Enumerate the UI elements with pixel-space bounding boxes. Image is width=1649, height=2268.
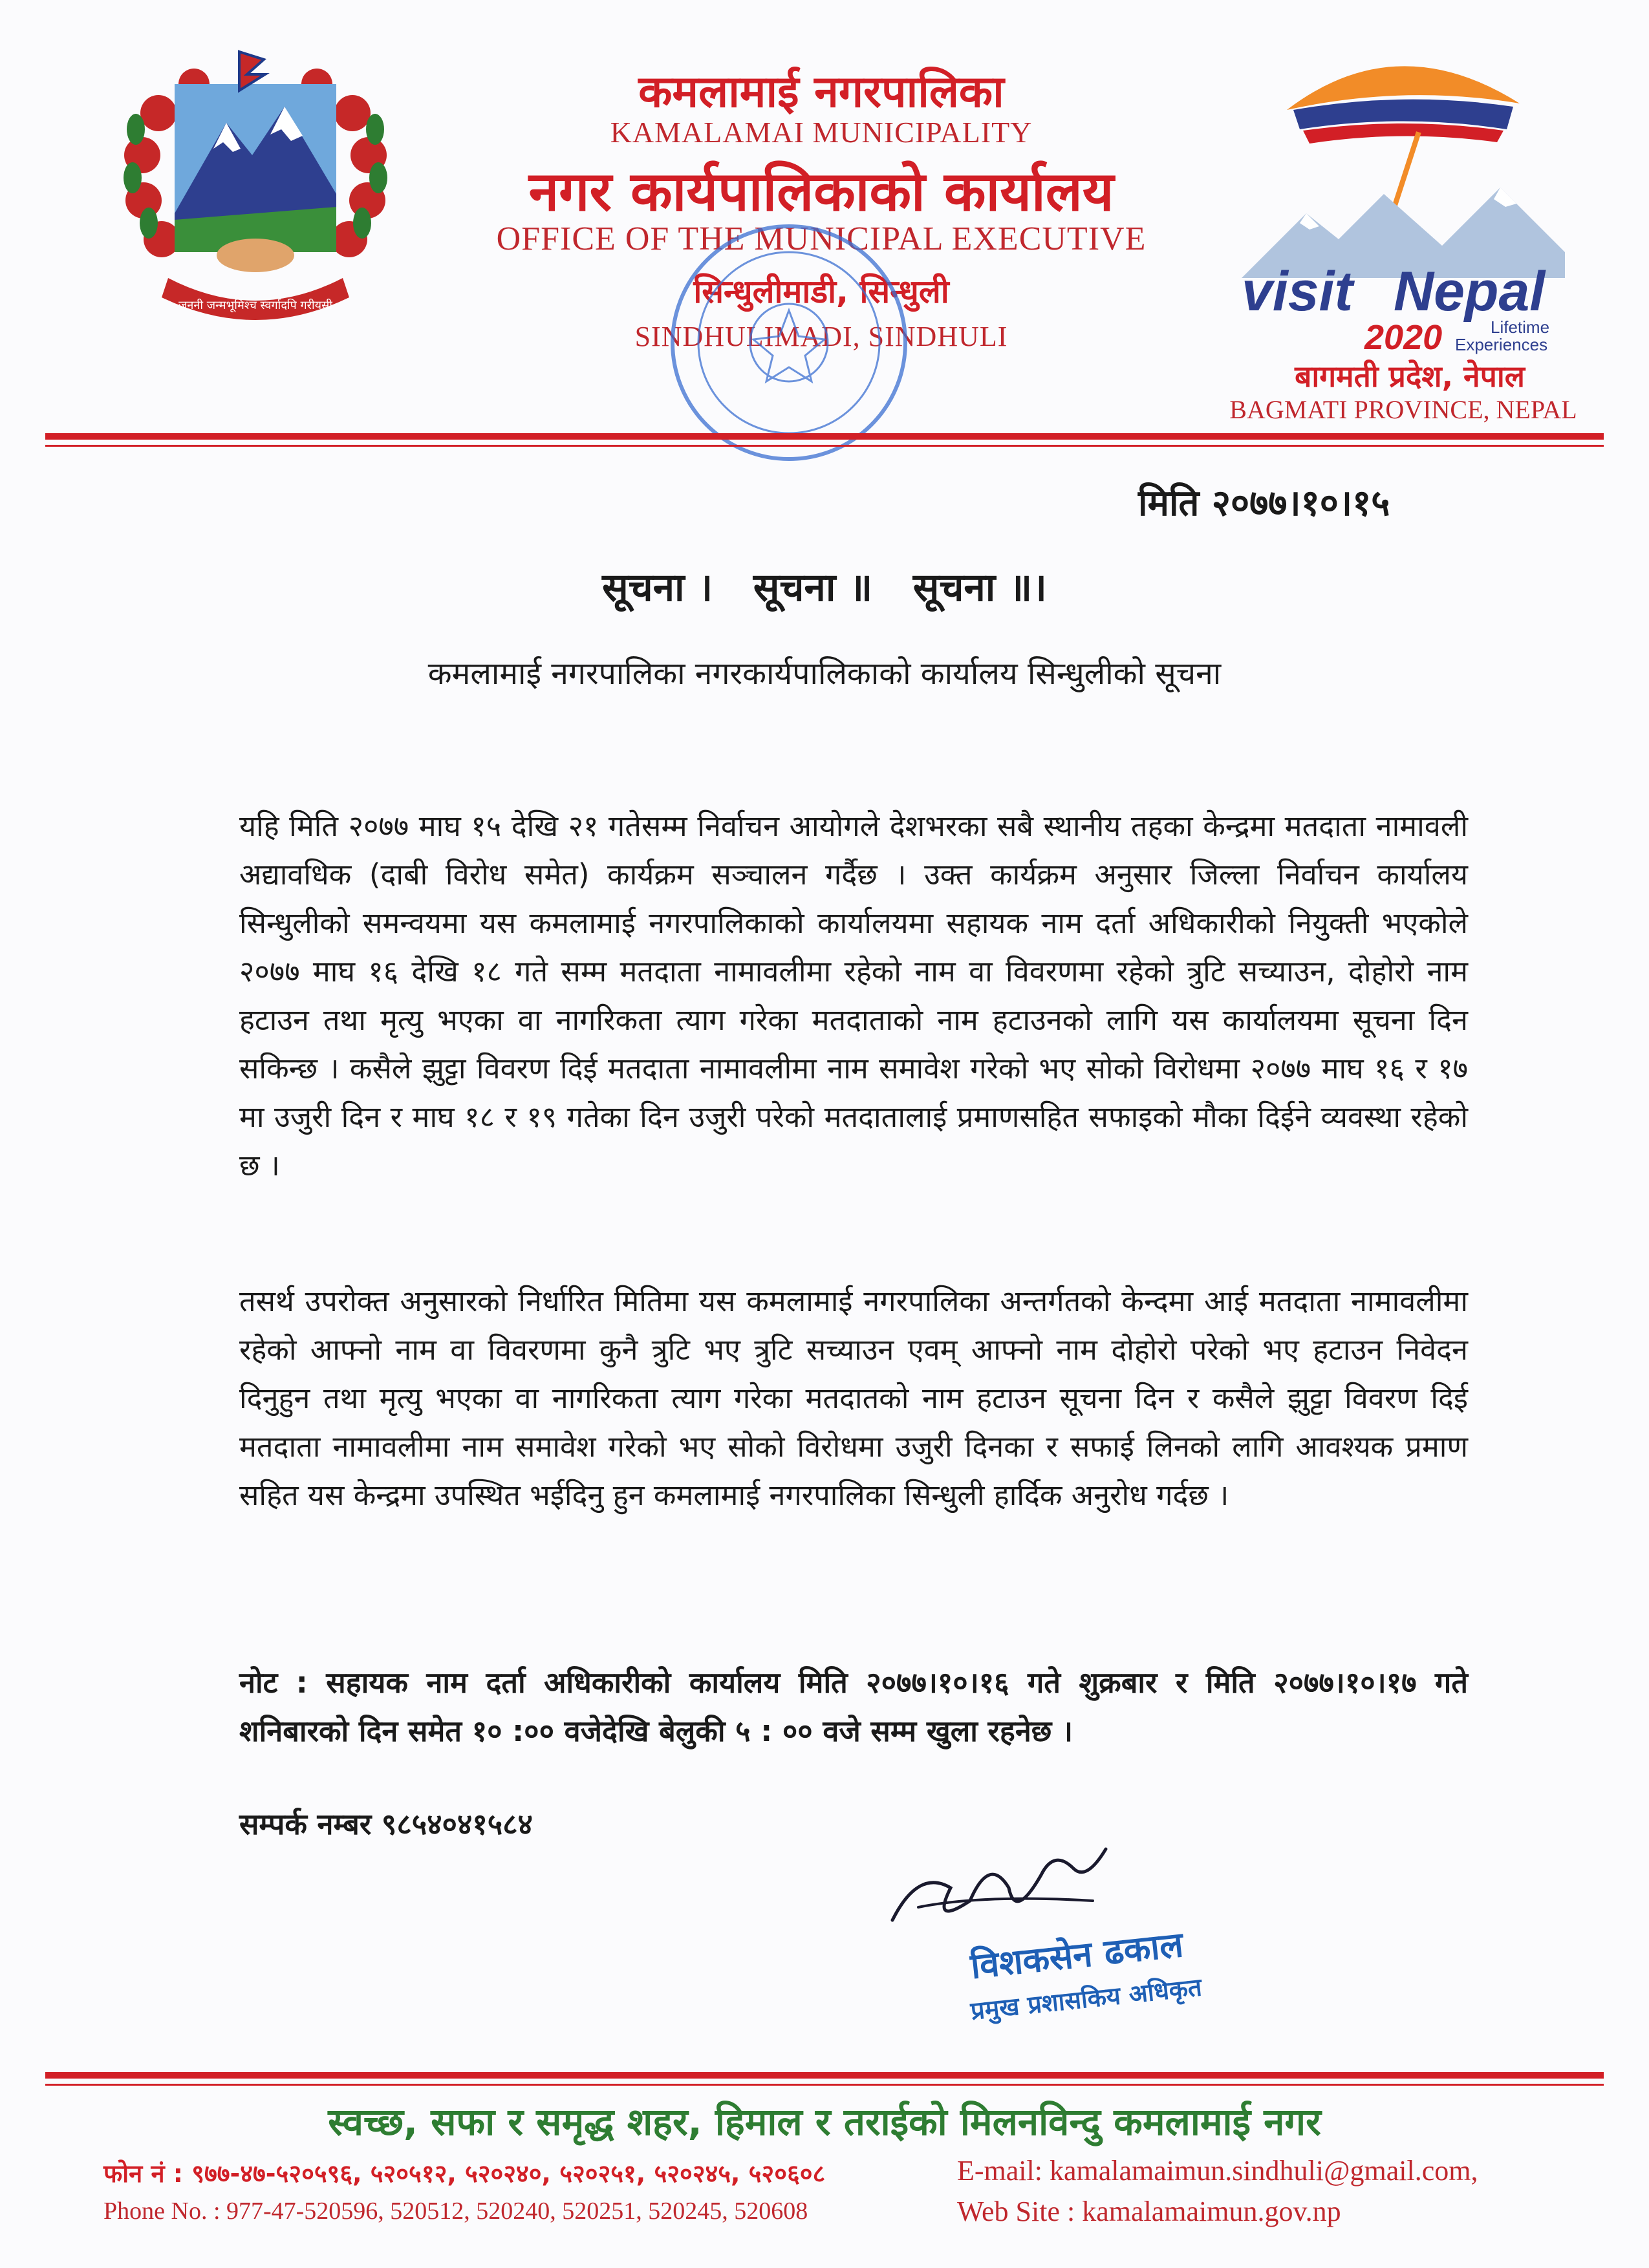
contact-number: सम्पर्क नम्बर ९८५४०४१५८४ [239,1807,533,1841]
svg-text:Experiences: Experiences [1455,335,1548,354]
website-address: Web Site : kamalamaimun.gov.np [957,2196,1341,2227]
province-english: BAGMATI PROVINCE, NEPAL [1229,395,1577,424]
svg-text:2020: 2020 [1364,318,1443,356]
phone-numbers-english: Phone No. : 977-47-520596, 520512, 520240, 520251, 520245, 520608 [103,2198,808,2225]
office-hours-note: नोट : सहायक नाम दर्ता अधिकारीको कार्यालय मिति २०७७।१०।१६ गते शुक्रबार र मिति २०७७।१०।१७ गते शनिबारको दिन समेत १० :०० वजेदेखि बेलुकी ५ : ०० वजे सम्म खुला रहनेछ । [239,1665,1468,1748]
municipality-name-nepali: कमलामाई नगरपालिका [638,67,1004,118]
office-name-english: OFFICE OF THE MUNICIPAL EXECUTIVE [496,220,1147,257]
header-divider-thin [45,445,1604,447]
location-nepali: सिन्धुलीमाडी, सिन्धुली [693,273,949,310]
municipality-name-english: KAMALAMAI MUNICIPALITY [610,116,1033,149]
visit-nepal-2020-logo [1229,32,1591,356]
email-address: E-mail: kamalamaimun.sindhuli@gmail.com, [957,2155,1478,2187]
nepal-emblem-logo [97,45,414,330]
notice-subheading: कमलामाई नगरपालिका नगरकार्यपालिकाको कार्यालय सिन्धुलीको सूचना [427,656,1222,692]
footer-divider [45,2072,1604,2079]
svg-text:Lifetime: Lifetime [1491,317,1550,337]
signatory-name: विशकसेन ढकाल [968,1923,1185,1987]
svg-text:visit: visit [1242,261,1353,323]
phone-numbers-nepali: फोन नं : ९७७-४७-५२०५९६, ५२०५१२, ५२०२४०, ५२०२५१, ५२०२४५, ५२०६०८ [103,2159,826,2188]
location-english: SINDHULIMADI, SINDHULI [634,321,1008,352]
notice-date: मिति २०७७।१०।१५ [1138,482,1390,524]
office-name-nepali: नगर कार्यपालिकाको कार्यालय [528,160,1114,223]
notice-paragraph-1: यहि मिति २०७७ माघ १५ देखि २१ गतेसम्म निर्वाचन आयोगले देशभरका सबै स्थानीय तहका केन्द्रमा मतदाता नामावली अद्यावधिक (दाबी विरोध समेत) कार्यक्रम सञ्चालन गर्दैछ । उक्त कार्यक्रम अनुसार जिल्ला निर्वाचन कार्यालय सिन्धुलीको समन्वयमा यस कमलामाई नगरपालिकाको कार्यालयमा सहायक नाम दर्ता अधिकारीको नियुक्ती भएकोले २०७७ माघ १६ देखि १८ गते सम्म मतदाता नामावलीमा रहेको नाम वा विवरणमा रहेको त्रुटि सच्याउन, दोहोरो नाम हटाउन तथा मृत्यु भएका वा नागरिकता त्याग गरेका मतदाताको नाम हटाउनको लागि यस कार्यालयमा सूचना दिन सकिन्छ । कसैले झुट्टा विवरण दिई मतदाता नामावलीमा नाम समावेश गरेको भए सोको विरोधमा २०७७ माघ १६ र १७ मा उजुरी दिन र माघ १८ र १९ गतेका दिन उजुरी परेको मतदातालाई प्रमाणसहित सफाइको मौका दिईने व्यवस्था रहेको छ । [239,809,1468,1182]
signatory-title: प्रमुख प्रशासकिय अधिकृत [969,1973,1203,2026]
notice-heading: सूचना । सूचना ॥ सूचना ॥। [602,565,1047,610]
svg-text:जननी जन्मभूमिश्च स्वर्गादपि गर: जननी जन्मभूमिश्च स्वर्गादपि गरीयसी [178,299,332,312]
province-nepali: बागमती प्रदेश, नेपाल [1295,359,1525,394]
notice-paragraph-2: तसर्थ उपरोक्त अनुसारको निर्धारित मितिमा यस कमलामाई नगरपालिका अन्तर्गतको केन्दमा आई मतदाता नामावलीमा रहेको आफ्नो नाम वा विवरणमा कुनै त्रुटि भए त्रुटि सच्याउन एवम् आफ्नो नाम दोहोरो परेको भए हटाउन निवेदन दिनुहुन तथा मृत्यु भएका वा नागरिकता त्याग गरेका मतदातको नाम हटाउन सूचना दिन र कसैले झुट्टा विवरण दिई मतदाता नामावलीमा नाम समावेश गरेको भए सोको विरोधमा उजुरी दिनका र सफाई लिनको लागि आवश्यक प्रमाण सहित यस केन्द्रमा उपस्थित भईदिनु हुन कमलामाई नगरपालिका सिन्धुली हार्दिक अनुरोध गर्दछ । [239,1284,1468,1512]
footer-divider-thin [45,2084,1604,2086]
handwritten-signature [879,1830,1125,1940]
municipality-slogan: स्वच्छ, सफा र समृद्ध शहर, हिमाल र तराईको मिलनविन्दु कमलामाई नगर [328,2100,1321,2144]
header-divider [45,433,1604,440]
svg-text:Nepal: Nepal [1394,261,1546,323]
